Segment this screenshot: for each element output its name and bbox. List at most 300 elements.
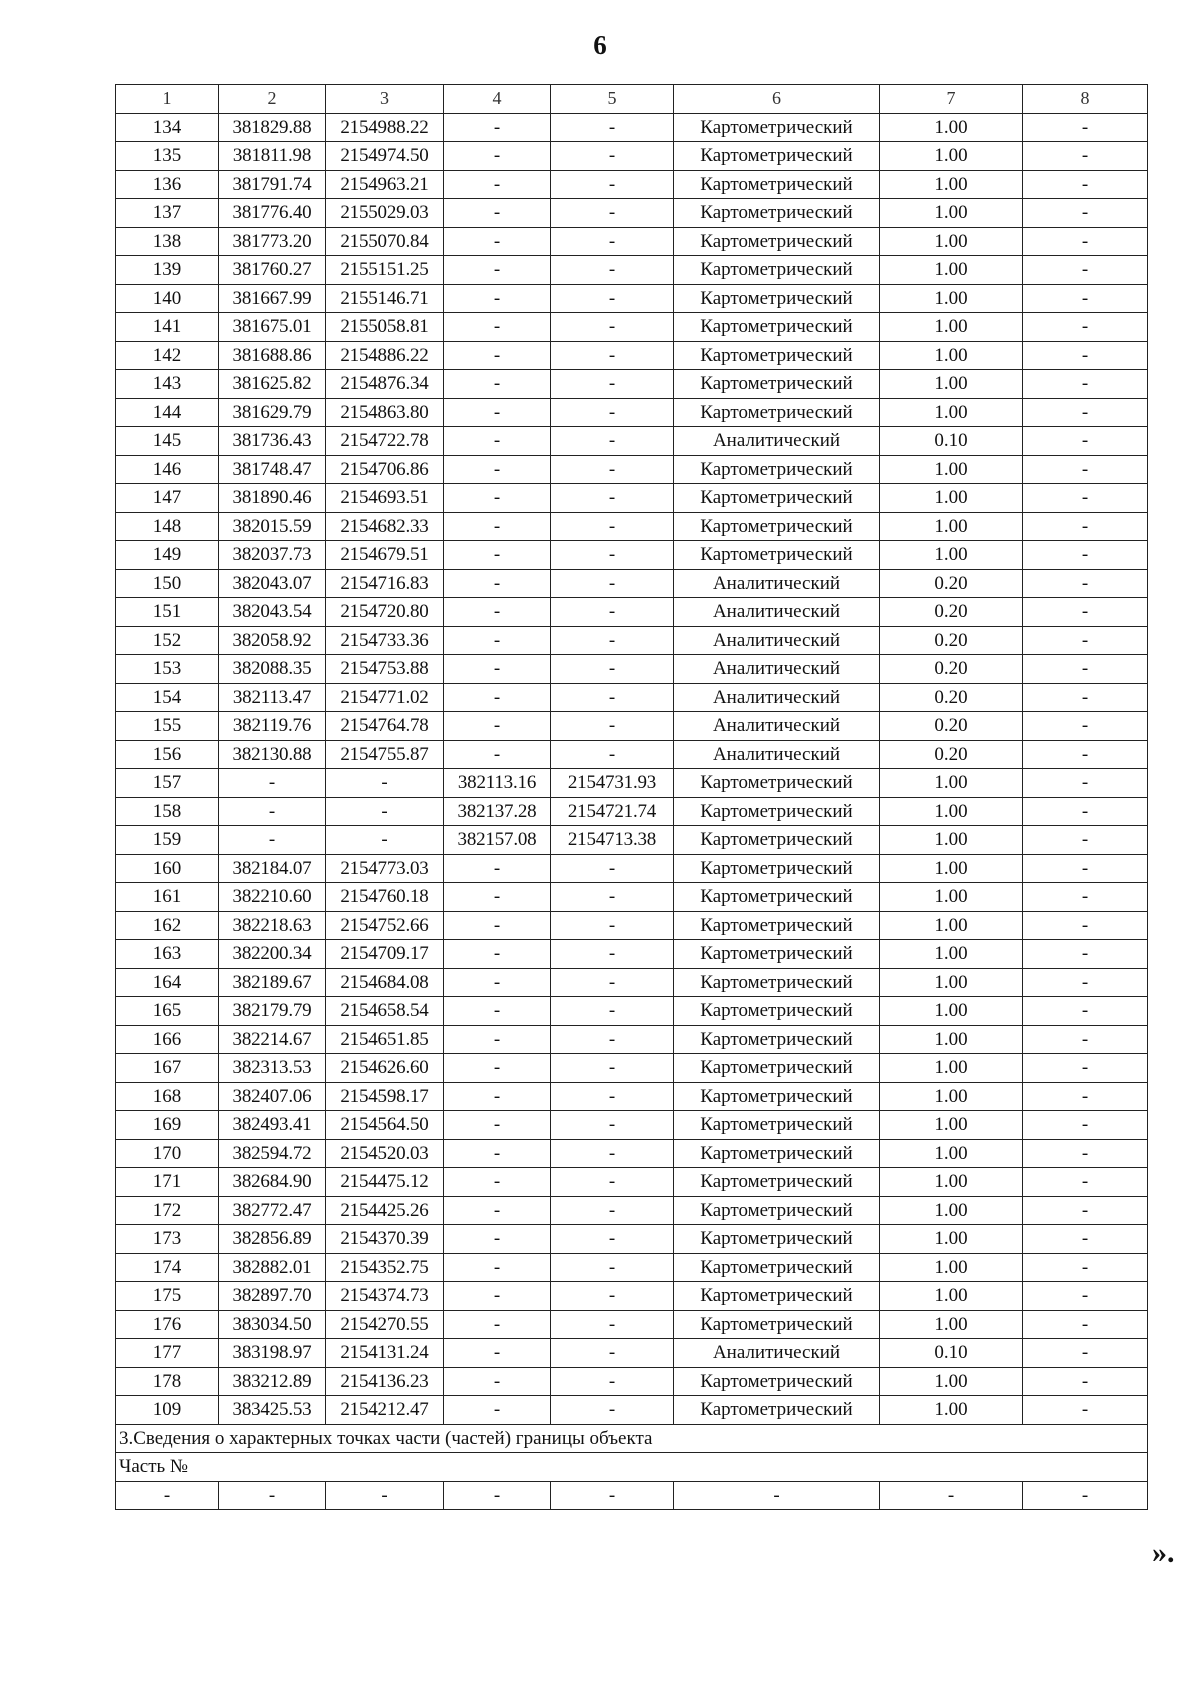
table-cell: - [551, 1310, 674, 1339]
table-cell: - [219, 826, 326, 855]
table-cell: - [1023, 484, 1148, 513]
column-header: 8 [1023, 85, 1148, 114]
table-cell: Картометрический [674, 1139, 880, 1168]
table-cell: - [1023, 1111, 1148, 1140]
table-cell: 382189.67 [219, 968, 326, 997]
table-cell: 2154713.38 [551, 826, 674, 855]
table-cell: 382043.54 [219, 598, 326, 627]
table-cell: - [1023, 826, 1148, 855]
section-heading-row [116, 1424, 1148, 1453]
table-cell: Картометрический [674, 997, 880, 1026]
table-cell: 382200.34 [219, 940, 326, 969]
table-cell: - [1023, 227, 1148, 256]
table-cell: 175 [116, 1282, 219, 1311]
table-cell: 382137.28 [444, 797, 551, 826]
table-cell: 176 [116, 1310, 219, 1339]
table-cell: Картометрический [674, 1282, 880, 1311]
table-cell: 2155029.03 [326, 199, 444, 228]
table-cell: 1.00 [880, 142, 1023, 171]
table-cell: - [1023, 170, 1148, 199]
table-cell: 382856.89 [219, 1225, 326, 1254]
table-cell: - [551, 227, 674, 256]
table-row [116, 1054, 1148, 1083]
table-cell: 1.00 [880, 1225, 1023, 1254]
table-cell: - [551, 256, 674, 285]
table-row [116, 370, 1148, 399]
table-cell: Картометрический [674, 1168, 880, 1197]
table-cell: - [444, 1025, 551, 1054]
table-cell: Картометрический [674, 1310, 880, 1339]
table-cell: - [551, 1025, 674, 1054]
table-cell: - [444, 1225, 551, 1254]
table-cell: Картометрический [674, 256, 880, 285]
table-cell: 382684.90 [219, 1168, 326, 1197]
table-cell: - [551, 199, 674, 228]
table-cell: Аналитический [674, 626, 880, 655]
table-cell: 1.00 [880, 1082, 1023, 1111]
table-cell: 2154374.73 [326, 1282, 444, 1311]
table-cell: 2154370.39 [326, 1225, 444, 1254]
table-cell: 2154720.80 [326, 598, 444, 627]
table-cell: - [444, 968, 551, 997]
table-cell: 0.10 [880, 427, 1023, 456]
table-cell: - [444, 911, 551, 940]
column-header: 5 [551, 85, 674, 114]
table-cell: Аналитический [674, 740, 880, 769]
table-cell: - [444, 683, 551, 712]
table-cell: Картометрический [674, 797, 880, 826]
table-cell: - [551, 1196, 674, 1225]
table-body [116, 85, 1148, 1510]
table-cell: - [444, 227, 551, 256]
table-row [116, 1225, 1148, 1254]
table-cell: - [551, 313, 674, 342]
table-cell: - [551, 997, 674, 1026]
table-cell: 2154771.02 [326, 683, 444, 712]
table-cell: 138 [116, 227, 219, 256]
table-cell: - [551, 284, 674, 313]
table-row [116, 854, 1148, 883]
table-cell: - [444, 1196, 551, 1225]
table-row [116, 313, 1148, 342]
table-cell: - [1023, 142, 1148, 171]
table-row [116, 911, 1148, 940]
table-cell: 2154709.17 [326, 940, 444, 969]
table-cell: - [551, 1367, 674, 1396]
table-cell: 382882.01 [219, 1253, 326, 1282]
table-cell: - [1023, 626, 1148, 655]
table-cell: - [1023, 370, 1148, 399]
table-cell: - [551, 1168, 674, 1197]
table-row [116, 769, 1148, 798]
table-cell: - [444, 740, 551, 769]
part-label: Часть № [116, 1453, 1148, 1482]
table-cell: Аналитический [674, 427, 880, 456]
table-cell: - [444, 256, 551, 285]
table-cell: 2154974.50 [326, 142, 444, 171]
table-row [116, 598, 1148, 627]
table-cell: - [1023, 1082, 1148, 1111]
table-row [116, 142, 1148, 171]
table-cell: - [551, 1111, 674, 1140]
table-cell: - [551, 455, 674, 484]
table-cell: Картометрический [674, 940, 880, 969]
table-cell: 1.00 [880, 227, 1023, 256]
table-cell: 2154693.51 [326, 484, 444, 513]
table-cell: 382184.07 [219, 854, 326, 883]
table-cell: - [444, 655, 551, 684]
table-cell: 0.20 [880, 655, 1023, 684]
table-row [116, 1196, 1148, 1225]
table-cell: 167 [116, 1054, 219, 1083]
table-cell: 2154764.78 [326, 712, 444, 741]
column-header: 4 [444, 85, 551, 114]
table-cell: - [551, 512, 674, 541]
table-cell: 1.00 [880, 1196, 1023, 1225]
table-cell: 2154212.47 [326, 1396, 444, 1425]
table-cell: Картометрический [674, 313, 880, 342]
table-cell: 0.20 [880, 740, 1023, 769]
table-cell: - [444, 997, 551, 1026]
table-cell: 382594.72 [219, 1139, 326, 1168]
table-cell: 1.00 [880, 797, 1023, 826]
table-cell: 2155146.71 [326, 284, 444, 313]
table-cell: 139 [116, 256, 219, 285]
table-cell: - [219, 769, 326, 798]
part-cell: - [444, 1481, 551, 1510]
table-row [116, 940, 1148, 969]
table-cell: 382214.67 [219, 1025, 326, 1054]
table-cell: - [1023, 1168, 1148, 1197]
table-cell: - [551, 142, 674, 171]
table-cell: - [444, 940, 551, 969]
part-cell: - [326, 1481, 444, 1510]
table-cell: 381760.27 [219, 256, 326, 285]
table-cell: 381667.99 [219, 284, 326, 313]
table-cell: Картометрический [674, 911, 880, 940]
table-cell: - [444, 712, 551, 741]
table-cell: 382130.88 [219, 740, 326, 769]
table-cell: 382772.47 [219, 1196, 326, 1225]
table-cell: - [551, 712, 674, 741]
table-row [116, 398, 1148, 427]
table-cell: 1.00 [880, 455, 1023, 484]
table-cell: 149 [116, 541, 219, 570]
table-cell: - [219, 797, 326, 826]
table-cell: Аналитический [674, 598, 880, 627]
table-cell: 382043.07 [219, 569, 326, 598]
table-cell: 0.20 [880, 683, 1023, 712]
table-cell: - [1023, 883, 1148, 912]
table-cell: - [1023, 1253, 1148, 1282]
table-cell: 173 [116, 1225, 219, 1254]
table-cell: 1.00 [880, 940, 1023, 969]
table-cell: - [444, 484, 551, 513]
table-cell: 2155070.84 [326, 227, 444, 256]
table-cell: 382179.79 [219, 997, 326, 1026]
table-cell: 382493.41 [219, 1111, 326, 1140]
table-cell: 2154475.12 [326, 1168, 444, 1197]
table-cell: 2154626.60 [326, 1054, 444, 1083]
table-cell: - [551, 854, 674, 883]
table-row [116, 256, 1148, 285]
table-cell: - [1023, 1225, 1148, 1254]
table-cell: 1.00 [880, 1139, 1023, 1168]
table-cell: 2154773.03 [326, 854, 444, 883]
table-cell: 150 [116, 569, 219, 598]
table-cell: 170 [116, 1139, 219, 1168]
table-cell: 1.00 [880, 398, 1023, 427]
table-cell: 2154760.18 [326, 883, 444, 912]
table-cell: 382113.47 [219, 683, 326, 712]
table-cell: Картометрический [674, 541, 880, 570]
table-cell: - [551, 598, 674, 627]
table-cell: - [551, 398, 674, 427]
table-row [116, 341, 1148, 370]
table-cell: - [551, 968, 674, 997]
table-cell: 1.00 [880, 826, 1023, 855]
table-cell: - [444, 1082, 551, 1111]
table-cell: - [444, 398, 551, 427]
part-label-row [116, 1453, 1148, 1482]
table-cell: - [551, 1339, 674, 1368]
table-cell: 1.00 [880, 968, 1023, 997]
table-cell: Картометрический [674, 170, 880, 199]
table-cell: 153 [116, 655, 219, 684]
table-cell: 381811.98 [219, 142, 326, 171]
table-cell: - [1023, 398, 1148, 427]
table-row [116, 484, 1148, 513]
table-cell: 155 [116, 712, 219, 741]
table-cell: - [444, 1253, 551, 1282]
table-row [116, 1111, 1148, 1140]
table-cell: - [1023, 1282, 1148, 1311]
part-cell: - [674, 1481, 880, 1510]
part-cell: - [219, 1481, 326, 1510]
table-row [116, 1396, 1148, 1425]
table-cell: - [551, 1282, 674, 1311]
table-cell: - [551, 1082, 674, 1111]
table-cell: 1.00 [880, 199, 1023, 228]
table-cell: - [444, 541, 551, 570]
table-cell: - [1023, 569, 1148, 598]
table-cell: 1.00 [880, 313, 1023, 342]
table-cell: 164 [116, 968, 219, 997]
table-cell: 1.00 [880, 1025, 1023, 1054]
table-cell: - [551, 1253, 674, 1282]
table-cell: 1.00 [880, 1168, 1023, 1197]
table-cell: 1.00 [880, 541, 1023, 570]
table-cell: Картометрический [674, 1396, 880, 1425]
table-cell: - [1023, 1339, 1148, 1368]
table-cell: - [444, 455, 551, 484]
table-cell: - [551, 484, 674, 513]
table-cell: 381688.86 [219, 341, 326, 370]
table-cell: - [444, 1310, 551, 1339]
table-cell: - [444, 313, 551, 342]
table-cell: 0.20 [880, 569, 1023, 598]
table-cell: 381890.46 [219, 484, 326, 513]
table-cell: 1.00 [880, 341, 1023, 370]
table-cell: 382218.63 [219, 911, 326, 940]
table-cell: Аналитический [674, 655, 880, 684]
table-cell: - [1023, 256, 1148, 285]
table-cell: 2154752.66 [326, 911, 444, 940]
table-cell: 381736.43 [219, 427, 326, 456]
table-cell: 381776.40 [219, 199, 326, 228]
table-cell: - [444, 1282, 551, 1311]
table-cell: - [1023, 541, 1148, 570]
table-cell: - [551, 683, 674, 712]
table-cell: Картометрический [674, 1367, 880, 1396]
table-cell: - [1023, 341, 1148, 370]
table-cell: 2154651.85 [326, 1025, 444, 1054]
table-cell: - [1023, 1025, 1148, 1054]
table-cell: 382157.08 [444, 826, 551, 855]
table-cell: Картометрический [674, 1225, 880, 1254]
table-row [116, 1367, 1148, 1396]
table-cell: 1.00 [880, 911, 1023, 940]
table-cell: 381629.79 [219, 398, 326, 427]
table-cell: 1.00 [880, 1282, 1023, 1311]
table-row [116, 1310, 1148, 1339]
table-cell: - [444, 427, 551, 456]
table-cell: 382407.06 [219, 1082, 326, 1111]
table-cell: - [1023, 740, 1148, 769]
table-cell: 154 [116, 683, 219, 712]
table-cell: 1.00 [880, 370, 1023, 399]
table-cell: 1.00 [880, 484, 1023, 513]
table-cell: 383034.50 [219, 1310, 326, 1339]
table-cell: 2154753.88 [326, 655, 444, 684]
table-cell: - [1023, 1196, 1148, 1225]
table-cell: 2154716.83 [326, 569, 444, 598]
table-row [116, 1139, 1148, 1168]
table-cell: - [551, 655, 674, 684]
table-cell: 381625.82 [219, 370, 326, 399]
table-cell: - [1023, 284, 1148, 313]
table-cell: - [551, 427, 674, 456]
table-cell: Картометрический [674, 484, 880, 513]
table-cell: 0.20 [880, 712, 1023, 741]
table-row [116, 997, 1148, 1026]
table-cell: 1.00 [880, 1253, 1023, 1282]
table-cell: Картометрический [674, 883, 880, 912]
table-row [116, 199, 1148, 228]
table-row [116, 712, 1148, 741]
table-cell: 2154722.78 [326, 427, 444, 456]
table-cell: Картометрический [674, 1054, 880, 1083]
table-cell: 136 [116, 170, 219, 199]
table-cell: 157 [116, 769, 219, 798]
table-cell: 146 [116, 455, 219, 484]
table-cell: - [444, 1139, 551, 1168]
column-header: 1 [116, 85, 219, 114]
table-cell: - [1023, 427, 1148, 456]
table-cell: 381829.88 [219, 113, 326, 142]
table-row [116, 113, 1148, 142]
table-cell: - [1023, 1396, 1148, 1425]
table-cell: 2154682.33 [326, 512, 444, 541]
table-cell: 1.00 [880, 1054, 1023, 1083]
table-cell: Картометрический [674, 370, 880, 399]
table-cell: - [444, 199, 551, 228]
table-cell: 2154733.36 [326, 626, 444, 655]
table-cell: 165 [116, 997, 219, 1026]
table-cell: 172 [116, 1196, 219, 1225]
table-cell: - [1023, 113, 1148, 142]
table-cell: 2154270.55 [326, 1310, 444, 1339]
table-cell: 2154679.51 [326, 541, 444, 570]
table-cell: - [1023, 683, 1148, 712]
table-cell: 145 [116, 427, 219, 456]
table-cell: Картометрический [674, 1082, 880, 1111]
column-header: 2 [219, 85, 326, 114]
table-cell: 2154598.17 [326, 1082, 444, 1111]
table-cell: - [1023, 854, 1148, 883]
table-cell: - [1023, 199, 1148, 228]
table-cell: 169 [116, 1111, 219, 1140]
table-cell: 168 [116, 1082, 219, 1111]
table-cell: 1.00 [880, 883, 1023, 912]
table-cell: - [326, 826, 444, 855]
table-cell: - [444, 512, 551, 541]
table-cell: - [1023, 712, 1148, 741]
table-row [116, 427, 1148, 456]
table-cell: Картометрический [674, 113, 880, 142]
table-cell: 163 [116, 940, 219, 969]
table-cell: - [1023, 598, 1148, 627]
table-cell: Картометрический [674, 142, 880, 171]
table-cell: Картометрический [674, 455, 880, 484]
part-cell: - [116, 1481, 219, 1510]
table-cell: 142 [116, 341, 219, 370]
table-cell: Аналитический [674, 1339, 880, 1368]
table-row [116, 1082, 1148, 1111]
table-cell: 1.00 [880, 284, 1023, 313]
table-row [116, 1168, 1148, 1197]
table-cell: - [326, 769, 444, 798]
table-cell: Картометрический [674, 854, 880, 883]
table-cell: Картометрический [674, 284, 880, 313]
table-cell: Аналитический [674, 569, 880, 598]
table-cell: 2154731.93 [551, 769, 674, 798]
table-cell: - [1023, 940, 1148, 969]
table-cell: 381773.20 [219, 227, 326, 256]
table-cell: 2154684.08 [326, 968, 444, 997]
table-cell: - [444, 854, 551, 883]
table-cell: 2154988.22 [326, 113, 444, 142]
table-cell: 148 [116, 512, 219, 541]
table-cell: 383425.53 [219, 1396, 326, 1425]
table-row [116, 883, 1148, 912]
table-cell: 382897.70 [219, 1282, 326, 1311]
table-cell: - [1023, 769, 1148, 798]
table-cell: - [1023, 313, 1148, 342]
table-cell: 151 [116, 598, 219, 627]
table-cell: 0.10 [880, 1339, 1023, 1368]
table-cell: - [444, 1396, 551, 1425]
table-cell: 161 [116, 883, 219, 912]
table-cell: 178 [116, 1367, 219, 1396]
table-cell: - [1023, 1054, 1148, 1083]
table-row [116, 170, 1148, 199]
table-cell: - [444, 569, 551, 598]
table-cell: - [444, 142, 551, 171]
table-cell: 1.00 [880, 113, 1023, 142]
table-cell: Картометрический [674, 227, 880, 256]
table-cell: 160 [116, 854, 219, 883]
